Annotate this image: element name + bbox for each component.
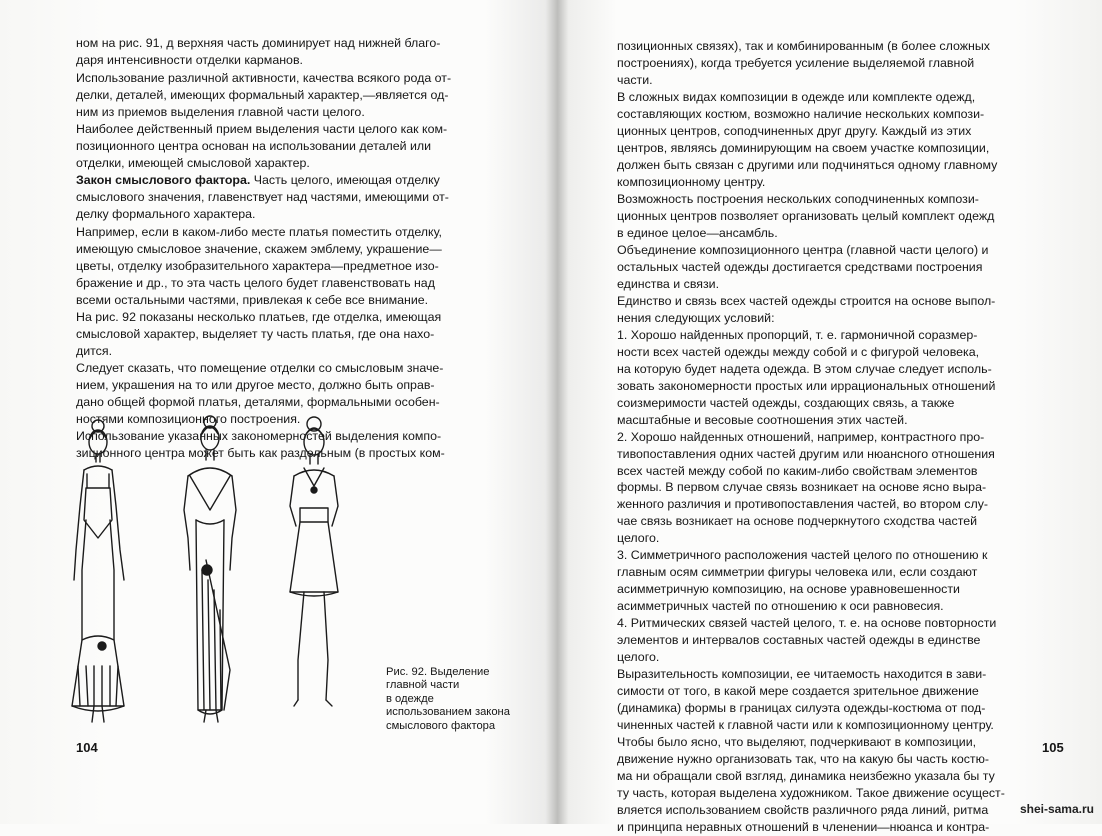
gown-figure-2-illustration — [184, 416, 236, 722]
law-heading-line — [76, 172, 440, 189]
text-line: Возможность построения нескольких соподчиненных компози- — [617, 191, 979, 206]
text-line: главным осям симметрии фигуры человека или, если создают — [617, 565, 978, 580]
text-line: смыслового значения, главенствует над частями, имеющими от- — [76, 190, 449, 204]
text-line: ностями композиционного построения. — [76, 412, 301, 426]
gown-figure-1-illustration — [72, 420, 124, 722]
text-line: 3. Симметричного расположения частей целого по отношению к — [617, 548, 988, 563]
text-line: дано общей формой платья, деталями, формальными особен- — [76, 395, 440, 409]
text-line: делку формального характера. — [76, 207, 256, 221]
text-line: центров, являясь доминирующим на своем участке композиции, — [617, 140, 990, 155]
caption-line: использованием закона — [386, 706, 510, 719]
text-line: даря интенсивности отделки карманов. — [76, 53, 303, 67]
dress-figure-3-illustration — [290, 417, 338, 706]
text-line: движение нужно организовать так, что на какую бы часть костю- — [617, 752, 990, 767]
text-line: зиционного центра может быть как раздельным (в простых ком- — [76, 446, 445, 460]
text-line: нения следующих условий: — [617, 310, 775, 325]
text-line: Выразительность композиции, ее читаемость находится в зави- — [617, 667, 987, 682]
text-line: Единство и связь всех частей одежды строится на основе выпол- — [617, 293, 996, 308]
text-line: единства и связи. — [617, 276, 720, 291]
text-line: смысловой характер, выделяет ту часть платья, где она нахо- — [76, 327, 435, 341]
text-line: остальных частей одежды достигается средствами построения — [617, 259, 983, 274]
text-line: Объединение композиционного центра (главной части целого) и — [617, 242, 989, 257]
caption-line: главной части — [386, 679, 460, 692]
text-line: дится. — [76, 344, 113, 358]
text-line: делки, деталей, имеющих формальный характер,—является од- — [76, 88, 449, 102]
text-line: элементов и интервалов составных частей одежды в единстве — [617, 633, 981, 648]
caption-line: смыслового фактора — [386, 719, 496, 732]
caption-line: Рис. 92. Выделение — [386, 666, 490, 678]
text-line: формы. В первом случае связь возникает на основе ясно выра- — [617, 480, 987, 495]
text-line: Наиболее действенный прием выделения части целого как ком- — [76, 122, 448, 136]
text-line: и принципа неравных отношений в членении—нюанса и контра- — [617, 820, 990, 835]
text-line: Например, если в каком-либо месте платья поместить отделку, — [76, 225, 442, 239]
text-line: В сложных видах композиции в одежде или комплекте одежд, — [617, 89, 976, 104]
text-line: масштабные и весовые соотношения этих частей. — [617, 412, 908, 427]
text-line: композиционному центру. — [617, 174, 766, 189]
text-line: позиционного центра основан на использовании деталей или — [76, 139, 432, 153]
text-line: 2. Хорошо найденных отношений, например, контрастного про- — [617, 429, 985, 444]
text-line: асимметричных частей по отношению к оси равновесия. — [617, 599, 944, 614]
text-line: целого. — [617, 650, 660, 665]
text-line: (динамика) формы в границах силуэта одежды-костюма от под- — [617, 701, 986, 716]
law-heading-rest: Часть целого, имеющая отделку — [250, 173, 440, 187]
watermark: shei-sama.ru — [1019, 802, 1094, 816]
text-line: тивопоставления одних частей другим или нюансного отношения — [617, 446, 995, 461]
text-line: ма ни обращали свой взгляд, динамика неизбежно указала бы ту — [617, 769, 995, 784]
text-line: Чтобы было ясно, что выделяют, подчеркивают в композиции, — [617, 735, 977, 750]
text-line: 4. Ритмических связей частей целого, т. е. на основе повторности — [617, 616, 997, 631]
text-line: всеми остальными частями, привлекая к себе все внимание. — [76, 293, 429, 307]
text-line: ционных центров, соподчиненных друг другу. Каждый из этих — [617, 123, 972, 138]
text-line: вляется использованием свойств различного ряда линий, ритма — [617, 803, 989, 818]
text-line: женного различия и противопоставления частей, во втором слу- — [617, 497, 989, 512]
text-line: должен быть связан с другими или подчиняться одному главному — [617, 157, 998, 172]
text-line: На рис. 92 показаны несколько платьев, где отделка, имеющая — [76, 310, 442, 324]
text-line: ним из приемов выделения главной части целого. — [76, 105, 365, 119]
text-line: нием, украшения на то или другое место, должно быть оправ- — [76, 378, 435, 392]
caption-line: в одежде — [386, 692, 434, 705]
text-line: ту часть, которая выделена художником. Такое движение осущест- — [617, 786, 1005, 801]
text-line: на которую будет надета одежда. В этом случае следует исполь- — [617, 361, 992, 376]
text-line: целого. — [617, 531, 660, 546]
text-line: ном на рис. 91, д верхняя часть доминирует над нижней благо- — [76, 36, 441, 50]
text-line: зовать закономерности простых или иррациональных отношений — [617, 378, 996, 393]
text-line: цветы, отделку изобразительного характера—предметное изо- — [76, 259, 439, 273]
text-line: Использование указанных закономерностей выделения компо- — [76, 429, 442, 443]
right-page-number: 105 — [1042, 740, 1064, 755]
text-line: построениях), когда требуется усиление выделяемой главной — [617, 55, 975, 70]
law-heading: Закон смыслового фактора. — [76, 173, 251, 187]
text-line: позиционных связях), так и комбинированным (в более сложных — [617, 39, 990, 53]
left-page-number: 104 — [76, 740, 98, 755]
dress-illustrations — [58, 410, 358, 730]
figure-caption — [386, 666, 510, 733]
text-line: Использование различной активности, качества всякого рода от- — [76, 71, 452, 85]
text-line: отделки, имеющей смысловой характер. — [76, 156, 310, 170]
text-line: чае связь возникает на основе подчеркнутого сходства частей — [617, 514, 978, 529]
text-line: части. — [617, 72, 653, 87]
text-line: составляющих костюм, возможно наличие нескольких компози- — [617, 106, 985, 121]
text-line: асимметричную композицию, на основе уравновешенности — [617, 582, 960, 597]
text-line: в единое целое—ансамбль. — [617, 225, 778, 240]
text-line: всех частей между собой по каким-либо свойствам элементов — [617, 463, 978, 478]
text-line: 1. Хорошо найденных пропорций, т. е. гармоничной соразмер- — [617, 327, 978, 342]
text-line: имеющую смысловое значение, скажем эмблему, украшение— — [76, 242, 442, 256]
text-line: ности всех частей одежды между собой и с фигурой человека, — [617, 344, 980, 359]
text-line: бражение и др., то эта часть целого будет главенствовать над — [76, 276, 435, 290]
text-line: ционных центров позволяет организовать целый комплект одежд — [617, 208, 995, 223]
text-line: симости от того, в какой мере создается зрительное движение — [617, 684, 979, 699]
text-line: чиненных частей к главной части или к композиционному центру. — [617, 718, 994, 733]
text-line: соизмеримости частей одежды, создающих связь, а также — [617, 395, 955, 410]
text-line: Следует сказать, что помещение отделки со смысловым значе- — [76, 361, 444, 375]
